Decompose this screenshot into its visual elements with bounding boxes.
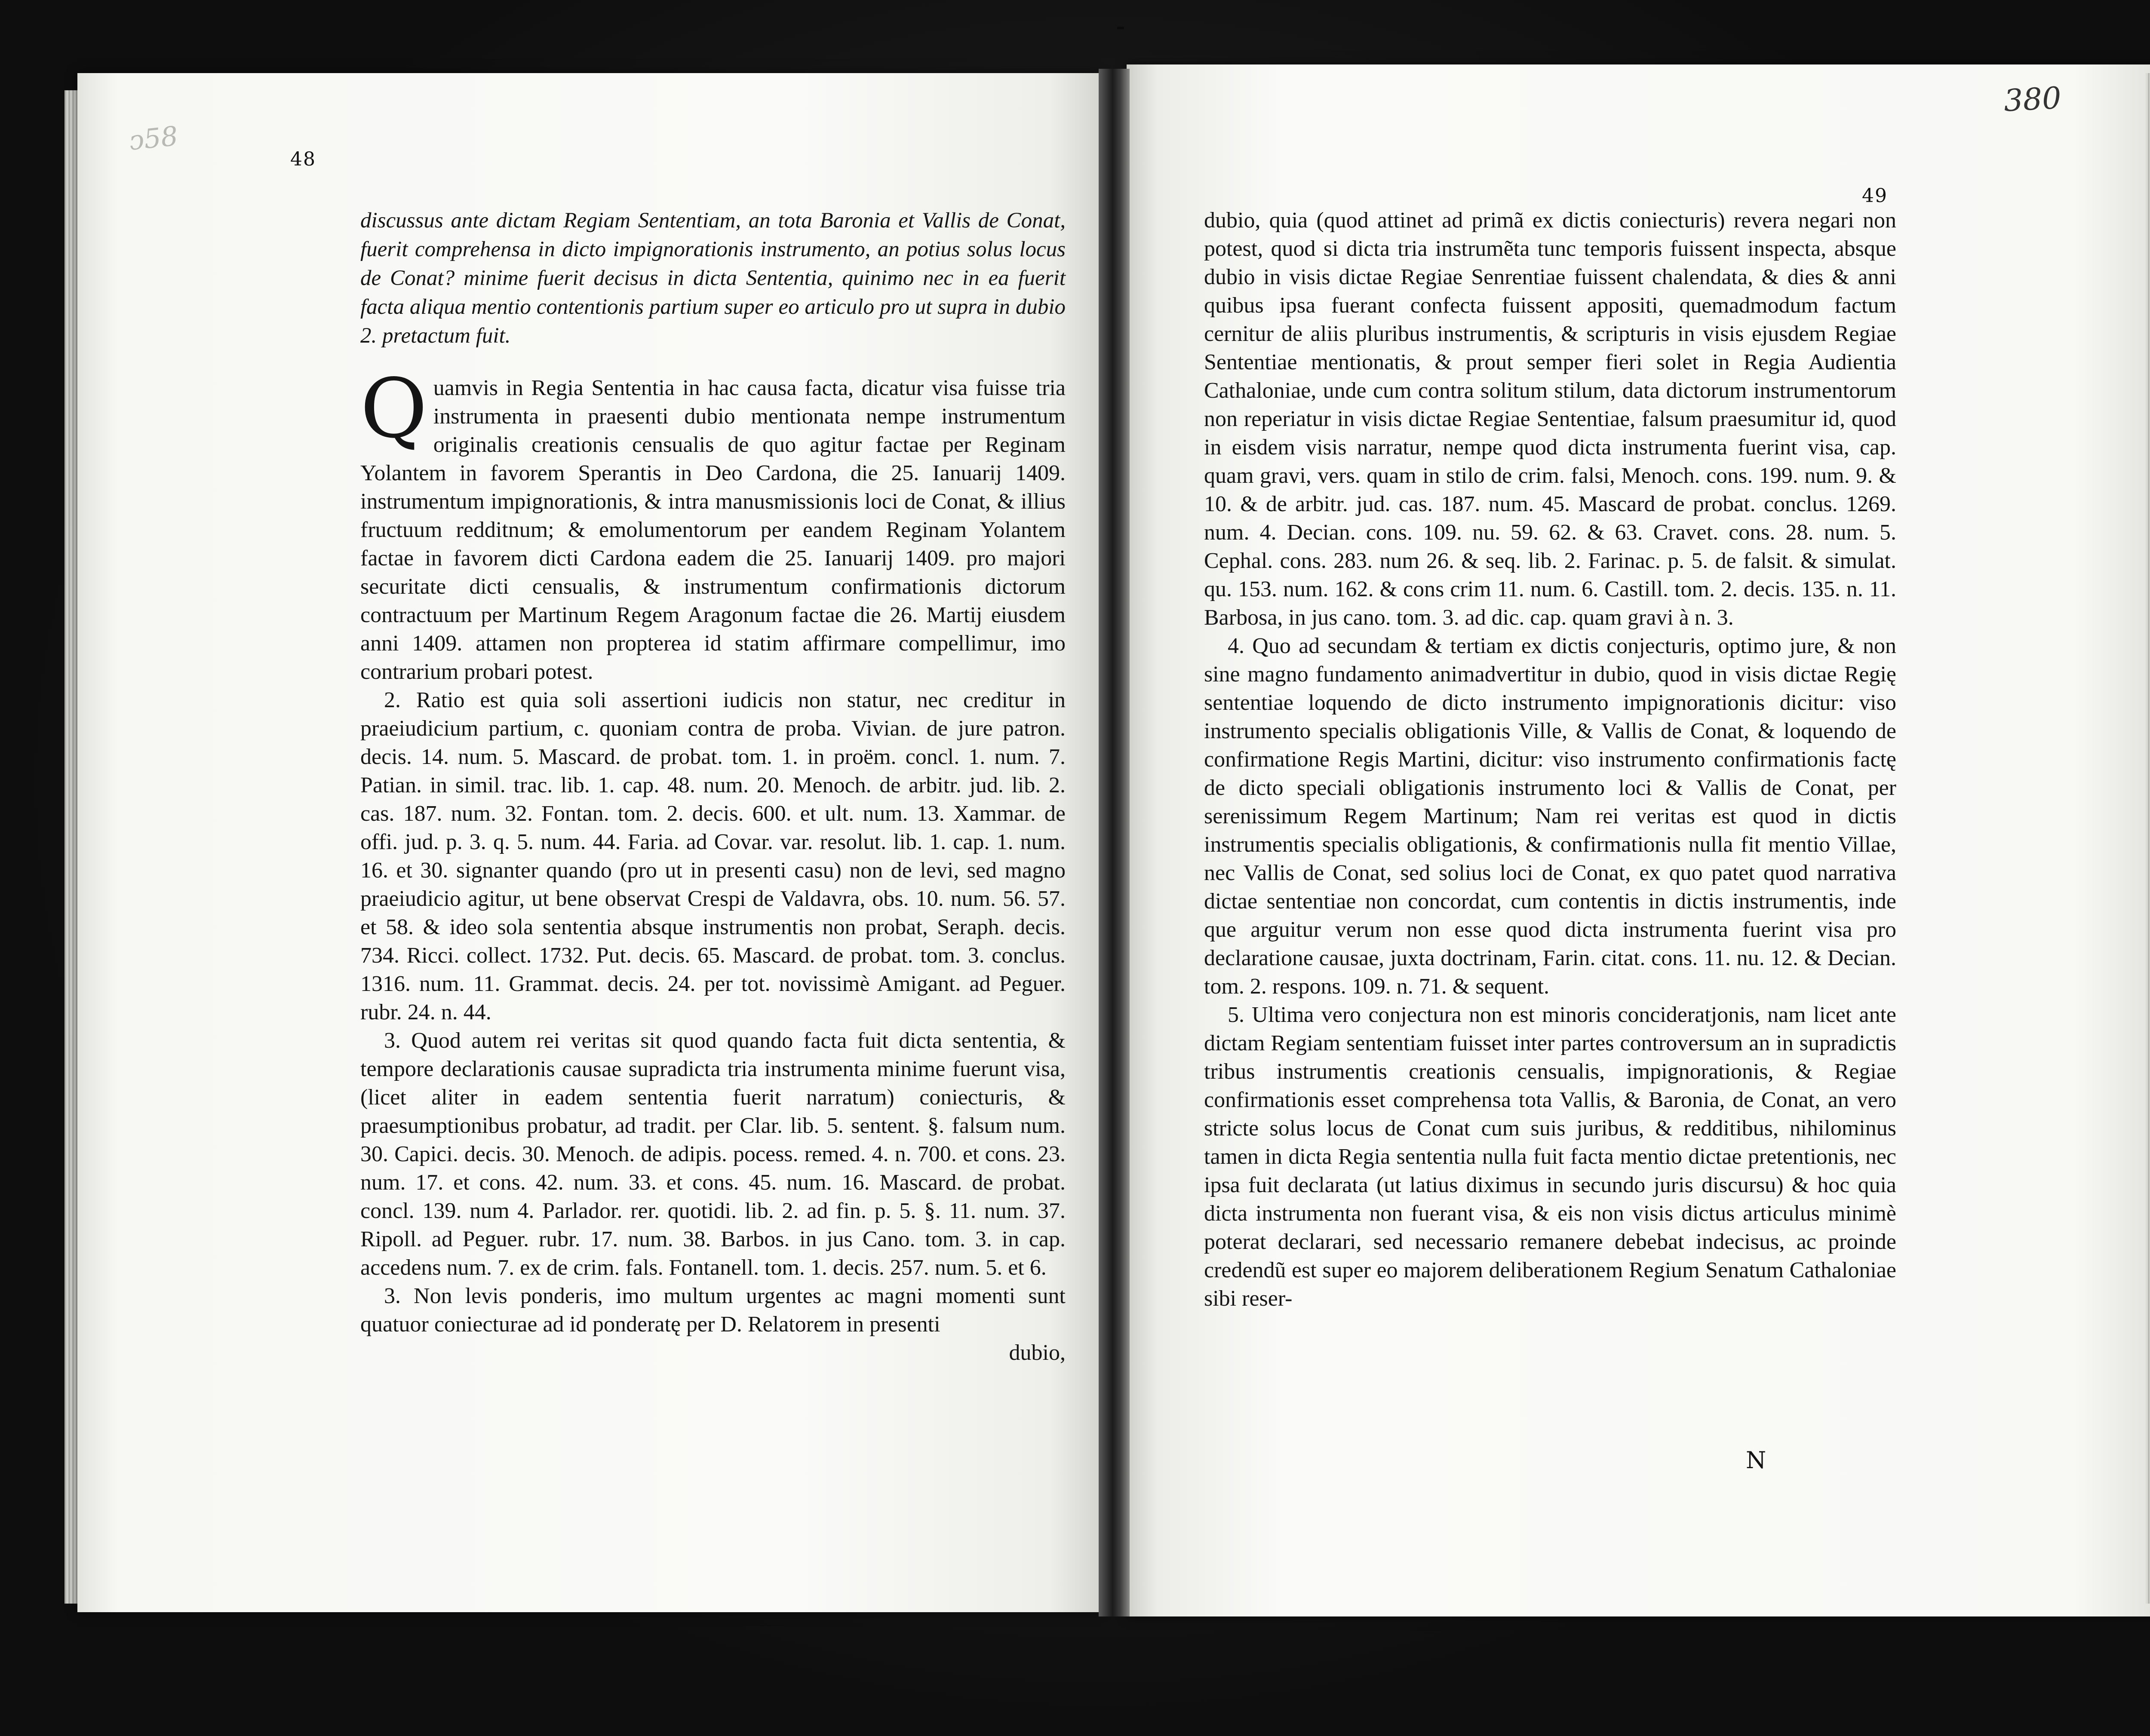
paragraph-5: 4. Quo ad secundam & tertiam ex dictis conjecturis, optimo jure, & non sine magno fundamento animadvertitur in dubio, quod in visis dictae Regię sententiae loquendo de dicto instrumento impignorationis dicitur: viso instrumento specialis obligationis Ville, & Vallis de Conat, & loquendo de confirmatione Regis Martini, dicitur: viso instrumento confirmationis factę de dicto speciali obligationis instrumento loci & Vallis de Conat, per serenissimum Regem Martinum; Nam rei veritas est quod in dictis instrumentis specialis obligationis, & confirmationis nulla fit mentio Villae, nec Vallis de Conat, sed solius loci de Conat, ex quo patet quod narrativa dictae sententiae non concordat, cum contentis in dictis instrumentis, inde que arguitur verum non esse quod dicta instrumenta fuerint visa pro declaratione causae, juxta doctrinam, Farin. citat. cons. 11. nu. 12. & Decian. tom. 2. respons. 109. n. 71. & sequent. xyxy=(1204,634,1896,999)
signature-mark: N xyxy=(1746,1447,1768,1474)
paragraph-1: Quamvis in Regia Sententia in hac causa facta, dicatur visa fuisse tria instrumenta in praesenti dubio mentionata nempe instrumentum originalis creationis censualis de quo agitur factae per Reginam Yolantem in favorem Sperantis in Deo Cardona, die 25. Ianuarij 1409. instrumentum impignorationis, & intra manusmissionis loci de Conat, & illius fructuum redditnum; & emolumentorum per eandem Reginam Yolantem factae in favorem dicti Cardona eadem die 25. Ianuarij 1409. pro majori securitate dicti censualis, & instrumentum confirmationis dictorum contractuum per Martinum Regem Aragonum factae die 26. Martij eiusdem anni 1409. attamen non propterea id statim affirmare compellimur, imo contrarium probari potest. xyxy=(360,361,1066,684)
right-page-text xyxy=(1204,206,1896,1313)
right-folio-number: 49 xyxy=(1862,185,1888,207)
book-gutter xyxy=(1099,69,1130,1616)
gutter-tick-mark xyxy=(1117,27,1124,29)
paragraph-6: 5. Ultima vero conjectura non est minoris concideratjonis, nam licet ante dictam Regiam sententiam fuisset inter partes controversum an in supradictis tribus instrumentis creationis censualis, impignorationis, & Regiae confirmationis esset comprehensa tota Vallis, & Baronia, de Conat, an vero stricte solus locus de Conat cum suis juribus, & redditibus, nihilominus tamen in dicta Regia sententia nulla fuit facta mentio dictae pretentionis, nec ipsa fuit declarata (ut latius diximus in secundo juris discursu) & hoc quia dicta instrumenta non fuerant visa, & eis non visis dictus articulus minimè poterat declarari, sed necessario remanere debebat indecisus, ac proinde credendũ est super eo majorem deliberationem Regium Senatum Cathaloniae sibi reser- xyxy=(1204,1003,1896,1311)
paragraph-3: 3. Quod autem rei veritas sit quod quando facta fuit dicta sententia, & tempore declarationis causae supradicta tria instrumenta minime fuerunt visa, (licet aliter in eadem sententia fuerit narratum) coniecturis, & praesumptionibus probatur, ad tradit. per Clar. lib. 5. sentent. §. falsum num. 30. Capici. decis. 30. Menoch. de adipis. pocess. remed. 4. n. 700. et cons. 23. num. 17. et cons. 42. num. 33. et cons. 45. num. 16. Mascard. de probat. concl. 139. num 4. Parlador. rer. quotidi. lib. 2. ad fin. p. 5. §. 11. num. 37. Ripoll. ad Peguer. rubr. 17. num. 38. Barbos. in jus Cano. tom. 3. in cap. accedens num. 7. ex de crim. fals. Fontanell. tom. 1. decis. 257. num. 5. et 6. xyxy=(360,1028,1066,1280)
catchword: dubio, xyxy=(1009,1340,1066,1365)
paragraph-continued: dubio, quia (quod attinet ad primã ex dictis coniecturis) revera negari non potest, quod si dicta tria instrumẽta tunc temporis fuissent inspecta, absque dubio in visis dictae Regiae Senrentiae fuissent chalendata, & dies & anni quibus ipsa fuerant confecta fuissent appositi, quemadmodum factum cernitur de aliis pluribus instrumentis, & scripturis in visis ejusdem Regiae Sententiae mentionatis, & prout semper fieri solet in Regia Audientia Cathaloniae, unde cum contra solitum stilum, data dictorum instrumentorum non reperiatur in visis dictae Regiae Sententiae, falsum praesumitur id, quod in eisdem visis narratur, nempe quod dicta instrumenta fuerint visa, cap. quam gravi, vers. quam in stilo de crim. falsi, Menoch. cons. 199. num. 9. & 10. & de arbitr. jud. cas. 187. num. 45. Mascard de probat. conclus. 1269. num. 4. Decian. cons. 109. nu. 59. 62. & 63. Cravet. cons. 28. num. 5. Cephal. cons. 283. num 26. & seq. lib. 2. Farinac. p. 5. de falsit. & simulat. qu. 153. num. 162. & cons crim 11. num. 6. Castill. tom. 2. decis. 135. n. 11. Barbosa, in jus cano. tom. 3. ad dic. cap. quam gravi à n. 3. xyxy=(1204,208,1896,630)
paragraph-4: 3. Non levis ponderis, imo multum urgentes ac magni momenti sunt quatuor coniecturae ad id ponderatę per D. Relatorem in presenti xyxy=(360,1284,1066,1337)
left-folio-number: 48 xyxy=(290,148,316,170)
faint-pencil-mark: ↄ58 xyxy=(127,120,180,156)
dubium-summary: discussus ante dictam Regiam Sententiam, an tota Baronia et Vallis de Conat, fuerit comprehensa in dicto impignorationis instrumento, an potius solus locus de Conat? minime fuerit decisus in dicta Sententia, quinimo nec in ea fuerit facta aliqua mentio contentionis partium super eo articulo pro ut supra in dubio 2. pretactum fuit. xyxy=(360,209,1066,348)
archive-handwritten-number: 380 xyxy=(2003,80,2062,119)
left-page-text xyxy=(360,206,1066,1367)
paragraph-2: 2. Ratio est quia soli assertioni iudicis non statur, nec creditur in praeiudicium partium, c. quoniam contra de proba. Vivian. de jure patron. decis. 14. num. 5. Mascard. de probat. tom. 1. in proëm. concl. 1. num. 7. Patian. in simil. trac. lib. 1. cap. 48. num. 20. Menoch. de arbitr. jud. lib. 2. cas. 187. num. 32. Fontan. tom. 2. decis. 600. et ult. num. 13. Xammar. de offi. jud. p. 3. q. 5. num. 44. Faria. ad Covar. var. resolut. lib. 1. cap. 1. num. 16. et 30. signanter quando (pro ut in presenti casu) non de levi, sed magno praeiudicio agitur, ut bene observat Crespi de Valdavra, obs. 10. num. 56. 57. et 58. & ideo sola sententia absque instrumentis non probat, Seraph. decis. 734. Ricci. collect. 1732. Put. decis. 65. Mascard. de probat. tom. 3. conclus. 1316. num. 11. Grammat. decis. 24. per tot. novissimè Amigant. ad Peguer. rubr. 24. n. 44. xyxy=(360,688,1066,1024)
right-page-edges xyxy=(2146,73,2150,1604)
